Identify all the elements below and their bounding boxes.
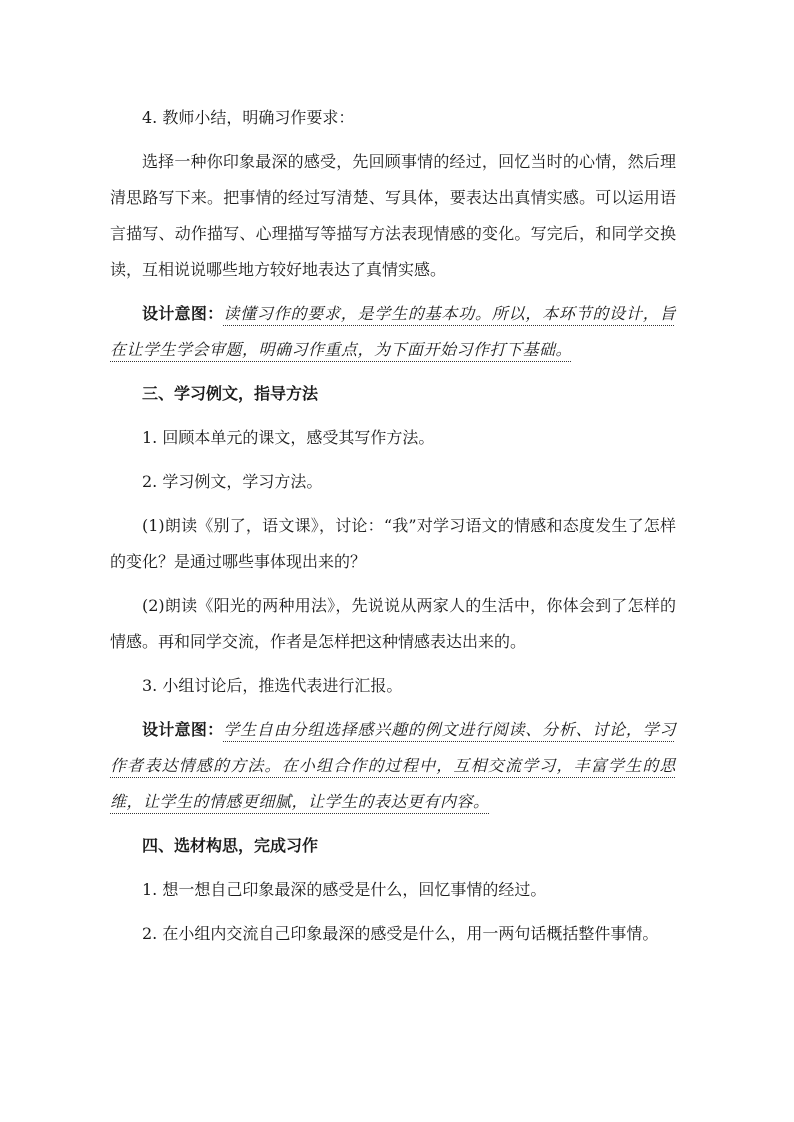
section-4-item: 1. 想一想自己印象最深的感受是什么，回忆事情的经过。 <box>142 880 547 899</box>
design-note-label: 设计意图： <box>142 720 224 739</box>
design-note-handwritten: 读懂习作的要求，是学生的基本功。所以，本环节的设计，旨在让学生学会审题，明确习作重点，为下面开始习作打下基础。 <box>110 304 676 359</box>
section-3-item: 2. 学习例文，学习方法。 <box>142 472 323 491</box>
design-note-2 <box>110 712 676 820</box>
section-3-title: 三、学习例文，指导方法 <box>142 384 319 403</box>
section-4-title: 四、选材构思，完成习作 <box>142 836 319 855</box>
document-page <box>110 100 676 960</box>
design-note-label: 设计意图： <box>142 304 224 323</box>
section-4-item: 2. 在小组内交流自己印象最深的感受是什么，用一两句话概括整件事情。 <box>142 924 659 943</box>
teacher-summary-heading: 4. 教师小结，明确习作要求： <box>142 108 355 127</box>
teacher-summary-body: 选择一种你印象最深的感受，先回顾事情的经过，回忆当时的心情，然后理清思路写下来。把事情的经过写清楚、写具体，要表达出真情实感。可以运用语言描写、动作描写、心理描写等描写方法表现情感的变化。写完后，和同学交换读，互相说说哪些地方较好地表达了真情实感。 <box>110 152 676 279</box>
section-3-item: 1. 回顾本单元的课文，感受其写作方法。 <box>142 428 435 447</box>
section-3-item: 3. 小组讨论后，推选代表进行汇报。 <box>142 676 403 695</box>
section-3-item: (1)朗读《别了，语文课》，讨论：“我”对学习语文的情感和态度发生了怎样的变化？是通过哪些事体现出来的？ <box>110 516 676 571</box>
design-note-handwritten: 学生自由分组选择感兴趣的例文进行阅读、分析、讨论，学习作者表达情感的方法。在小组合作的过程中，互相交流学习，丰富学生的思维，让学生的情感更细腻，让学生的表达更有内容。 <box>110 720 676 811</box>
section-3-item: (2)朗读《阳光的两种用法》，先说说从两家人的生活中，你体会到了怎样的情感。再和同学交流，作者是怎样把这种情感表达出来的。 <box>110 596 676 651</box>
design-note-1 <box>110 296 676 368</box>
